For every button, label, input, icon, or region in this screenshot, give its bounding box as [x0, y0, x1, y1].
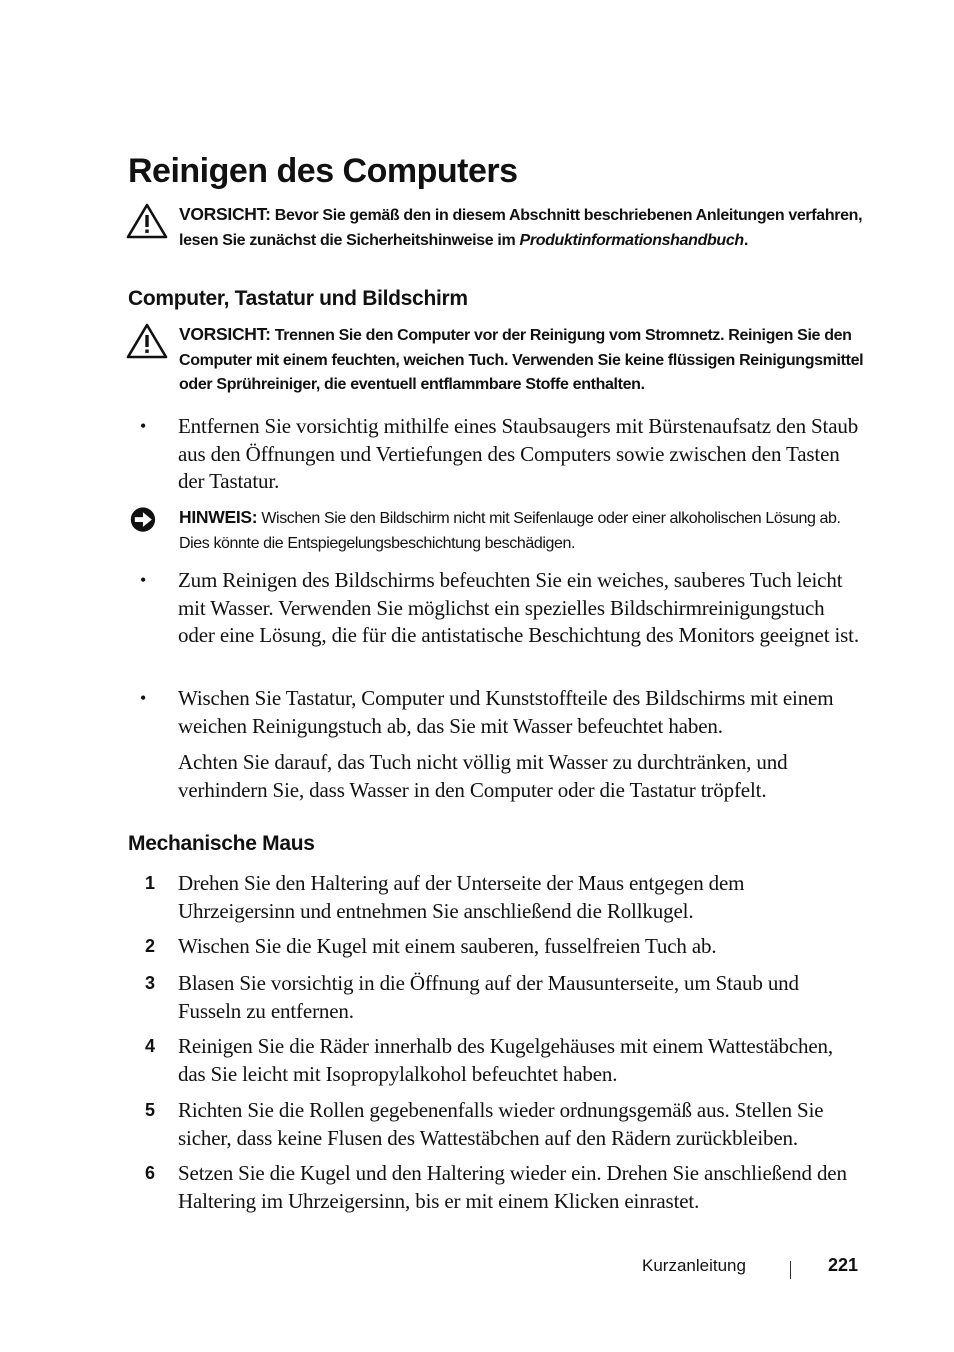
step-text: Drehen Sie den Haltering auf der Unterseite der Maus entgegen dem Uhrzeigersinn und entnehmen Sie anschließend die Rollkugel. — [178, 871, 745, 923]
caution-handbook-reference: Produktinformationshandbuch — [519, 231, 744, 249]
step-number: 4 — [145, 1036, 155, 1056]
section-heading-computer: Computer, Tastatur und Bildschirm — [128, 287, 468, 310]
step-number: 6 — [145, 1163, 155, 1183]
caution-text — [179, 322, 866, 398]
hint-notice — [126, 505, 866, 556]
page-title: Reinigen des Computers — [128, 152, 518, 190]
numbered-step — [140, 970, 860, 1025]
step-text: Wischen Sie die Kugel mit einem sauberen, fusselfreien Tuch ab. — [178, 934, 717, 958]
numbered-step — [140, 1160, 860, 1215]
bullet-marker: • — [140, 416, 147, 436]
caution-notice-cleaning — [126, 322, 866, 398]
caution-label: VORSICHT: — [179, 324, 271, 344]
hint-text — [179, 505, 866, 556]
numbered-step — [140, 870, 860, 925]
step-text: Blasen Sie vorsichtig in die Öffnung auf der Mausunterseite, um Staub und Fusseln zu entfernen. — [178, 971, 799, 1023]
list-item — [140, 685, 860, 740]
bullet-marker: • — [140, 570, 147, 590]
caution-notice-intro — [126, 202, 866, 253]
step-number: 1 — [145, 873, 155, 893]
step-text: Richten Sie die Rollen gegebenenfalls wieder ordnungsgemäß aus. Stellen Sie sicher, dass keine Flusen des Wattestäbchen auf den Rädern zurückbleiben. — [178, 1098, 824, 1150]
caution-text — [179, 202, 866, 253]
numbered-step — [140, 933, 860, 961]
section-heading-mouse: Mechanische Maus — [128, 832, 315, 855]
caution-body: Bevor Sie gemäß den in diesem Abschnitt beschriebenen Anleitungen verfahren, lesen Sie zunächst die Sicherheitshinweise im — [179, 207, 863, 249]
caution-body: Trennen Sie den Computer vor der Reinigung vom Stromnetz. Reinigen Sie den Computer mit einem feuchten, weichen Tuch. Verwenden Sie keine flüssigen Reinigungsmittel oder Sprühreiniger, die eventuell entflammbare Stoffe enthalten. — [179, 327, 864, 393]
caution-label: VORSICHT: — [179, 204, 271, 224]
paragraph: Achten Sie darauf, das Tuch nicht völlig mit Wasser zu durchtränken, und verhindern Sie, dass Wasser in den Computer oder die Tastatur tröpfelt. — [178, 750, 788, 802]
list-item-text: Wischen Sie Tastatur, Computer und Kunststoffteile des Bildschirms mit einem weichen Reinigungstuch ab, das Sie mit Wasser befeuchtet haben. — [178, 686, 834, 738]
warning-triangle-icon — [126, 322, 168, 360]
hint-body: Wischen Sie den Bildschirm nicht mit Seifenlauge oder einer alkoholischen Lösung ab. Dies könnte die Entspiegelungsbeschichtung beschädigen. — [179, 510, 841, 552]
list-item-text: Entfernen Sie vorsichtig mithilfe eines Staubsaugers mit Bürstenaufsatz den Staub aus den Öffnungen und Vertiefungen des Computers sowie zwischen den Tasten der Tastatur. — [178, 414, 859, 493]
notice-arrow-icon — [130, 506, 164, 538]
step-number: 3 — [145, 973, 155, 993]
page-number: 221 — [828, 1255, 859, 1275]
step-text: Reinigen Sie die Räder innerhalb des Kugelgehäuses mit einem Wattestäbchen, das Sie leicht mit Isopropylalkohol befeuchtet haben. — [178, 1034, 833, 1086]
numbered-step — [140, 1033, 860, 1088]
bullet-marker: • — [140, 688, 147, 708]
footer-label: Kurzanleitung — [642, 1256, 746, 1275]
list-item — [140, 567, 860, 650]
hint-label: HINWEIS: — [179, 507, 258, 527]
numbered-step — [140, 1097, 860, 1152]
caution-period: . — [743, 231, 748, 249]
step-number: 2 — [145, 936, 155, 956]
warning-triangle-icon — [126, 202, 168, 240]
list-item — [140, 413, 860, 496]
step-text: Setzen Sie die Kugel und den Haltering wieder ein. Drehen Sie anschließend den Haltering im Uhrzeigersinn, bis er mit einem Klicken einrastet. — [178, 1161, 847, 1213]
list-item-text: Zum Reinigen des Bildschirms befeuchten Sie ein weiches, sauberes Tuch leicht mit Wasser. Verwenden Sie möglichst ein spezielles Bildschirmreinigungstuch oder eine Lösung, die für die antistatische Beschichtung des Monitors geeignet ist. — [178, 568, 859, 647]
step-number: 5 — [145, 1100, 155, 1120]
footer-divider — [790, 1261, 791, 1279]
